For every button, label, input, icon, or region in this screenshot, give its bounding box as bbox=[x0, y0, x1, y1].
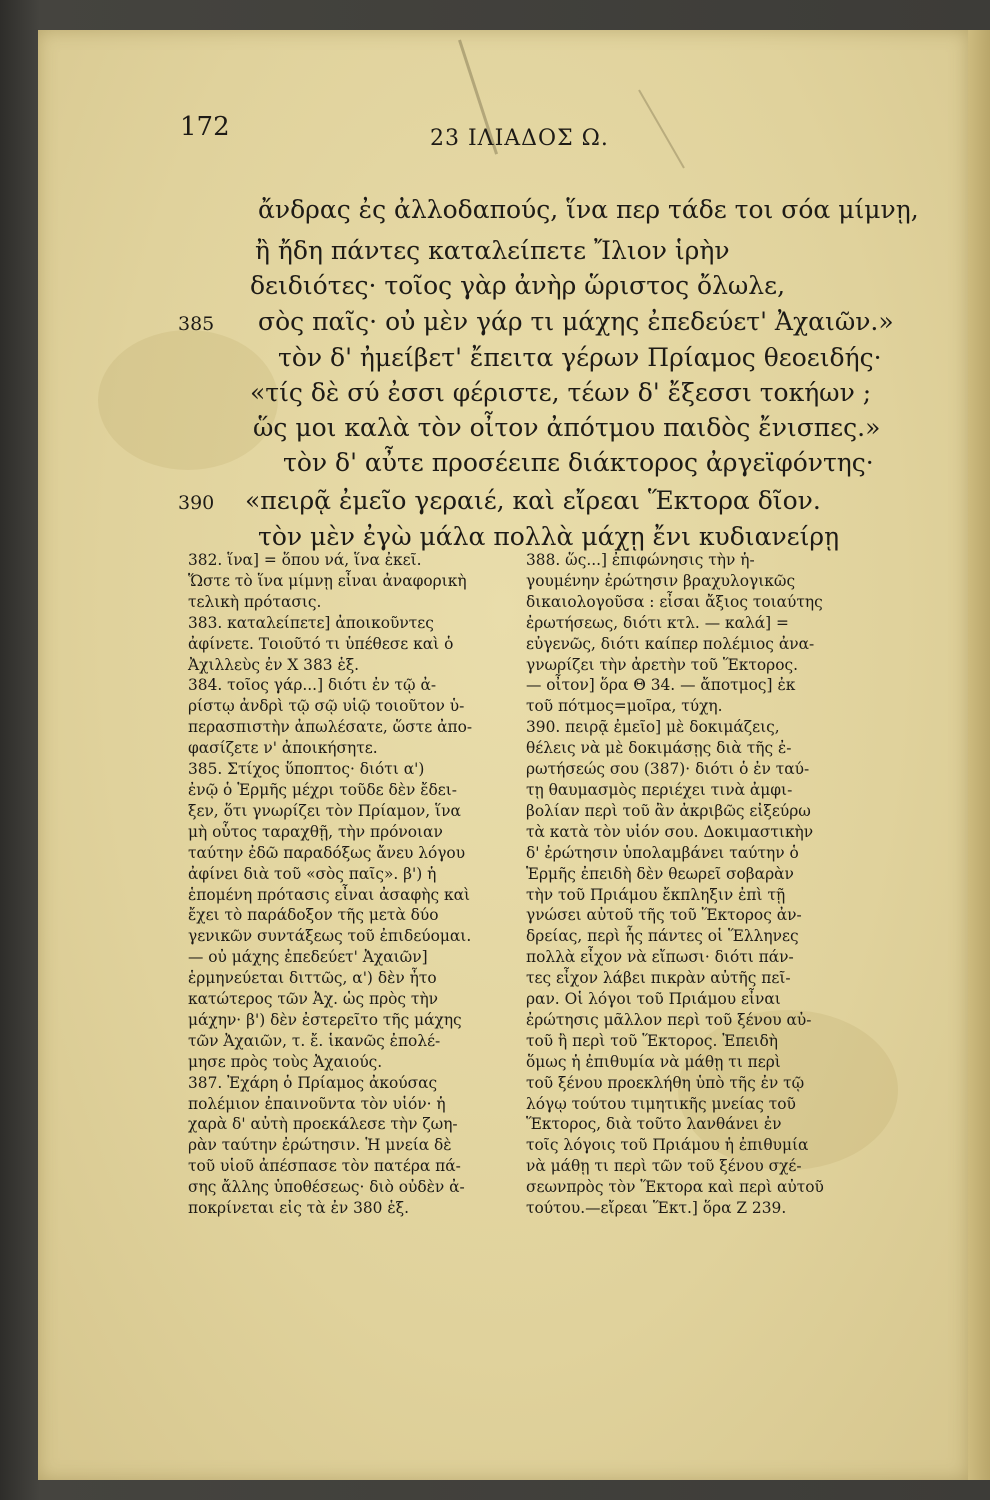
paper-crease bbox=[638, 90, 685, 169]
running-head: 23 ΙΛΙΑΔΟΣ Ω. bbox=[430, 126, 609, 151]
commentary-line: περασπιστὴν ἀπωλέσατε, ὥστε ἀπο- bbox=[188, 718, 473, 737]
verse-number: 390 bbox=[178, 492, 215, 514]
commentary-line: λόγῳ τούτου τιμητικῆς μνείας τοῦ bbox=[526, 1094, 796, 1113]
commentary-line: τελικὴ πρότασις. bbox=[188, 592, 322, 611]
commentary-line: ἑπομένη πρότασις εἶναι ἀσαφὴς καὶ bbox=[188, 885, 471, 904]
commentary-line: 382. ἵνα] = ὅπου νά, ἵνα ἐκεῖ. bbox=[188, 551, 422, 569]
commentary-line: σεωνπρὸς τὸν Ἕκτορα καὶ περὶ αὐτοῦ bbox=[526, 1178, 824, 1197]
commentary-column-left bbox=[188, 550, 518, 1219]
commentary-line: Ὥστε τὸ ἵνα μίμνῃ εἶναι ἀναφορικὴ bbox=[188, 571, 467, 590]
commentary-line: κατώτερος τῶν Ἀχ. ὡς πρὸς τὴν bbox=[188, 990, 439, 1009]
commentary-line: 385. Στίχος ὕποπτος· διότι α') bbox=[188, 760, 425, 779]
commentary-line: γενικῶν συντάξεως τοῦ ἐπιδεύομαι. bbox=[188, 927, 472, 946]
commentary-line: — οὐ μάχης ἐπεδεύετ' Ἀχαιῶν] bbox=[188, 948, 428, 967]
commentary-line: χαρὰ δ' αὐτὴ προεκάλεσε τὴν ζωη- bbox=[188, 1115, 458, 1134]
commentary-line: βολίαν περὶ τοῦ ἂν ἀκριβῶς εἰξεύρω bbox=[526, 801, 811, 820]
commentary-line: μησε πρὸς τοὺς Ἀχαιούς. bbox=[188, 1052, 383, 1071]
commentary-line: Ἑρμῆς ἐπειδὴ δὲν θεωρεῖ σοβαρὰν bbox=[526, 864, 794, 883]
commentary-line: 388. ὥς...] ἐπιφώνησις τὴν ἡ- bbox=[526, 551, 755, 569]
verse-line: ἄνδρας ἐς ἀλλοδαπούς, ἵνα περ τάδε τοι σόα μίμνῃ, bbox=[258, 195, 919, 224]
commentary-line: — οἶτον] ὅρα Θ 34. — ἄποτμος] ἐκ bbox=[526, 676, 796, 695]
commentary-line: ταύτην ἐδῶ παραδόξως ἄνευ λόγου bbox=[188, 843, 466, 862]
commentary-line: δ' ἐρώτησιν ὑπολαμβάνει ταύτην ὁ bbox=[526, 843, 799, 862]
commentary-line: σης ἄλλης ὑποθέσεως· διὸ οὐδὲν ἀ- bbox=[188, 1178, 465, 1197]
commentary-line: ἀφίνετε. Τοιοῦτό τι ὑπέθεσε καὶ ὁ bbox=[188, 634, 454, 653]
commentary-line: ραν. Οἱ λόγοι τοῦ Πριάμου εἶναι bbox=[526, 990, 781, 1009]
commentary-line: Ἕκτορος, διὰ τοῦτο λανθάνει ἐν bbox=[526, 1115, 782, 1134]
commentary-line: γουμένην ἐρώτησιν βραχυλογικῶς bbox=[526, 571, 796, 590]
commentary-line: Ἀχιλλεὺς ἐν Χ 383 ἑξ. bbox=[188, 655, 360, 674]
commentary-line: ἀφίνει διὰ τοῦ «σὸς παῖς». β') ἡ bbox=[188, 864, 437, 883]
commentary-line: νὰ μάθῃ τι περὶ τῶν τοῦ ξένου σχέ- bbox=[526, 1157, 802, 1176]
verse-number: 385 bbox=[178, 313, 215, 335]
commentary-line: τῶν Ἀχαιῶν, τ. ἔ. ἱκανῶς ἐπολέ- bbox=[188, 1031, 441, 1050]
commentary-line: ἐρώτησις μᾶλλον περὶ τοῦ ξένου αὐ- bbox=[526, 1010, 812, 1029]
commentary-column-right bbox=[526, 550, 871, 1219]
commentary-line: ξεν, ὅτι γνωρίζει τὸν Πρίαμον, ἵνα bbox=[188, 801, 461, 820]
commentary-line: δικαιολογοῦσα : εἶσαι ἄξιος τοιαύτης bbox=[526, 592, 823, 611]
commentary-line: πολλὰ εἶχον νὰ εἴπωσι· διότι πάν- bbox=[526, 948, 794, 967]
commentary-line: μὴ οὗτος ταραχθῇ, τὴν πρόνοιαν bbox=[188, 822, 443, 841]
commentary-line: τοῖς λόγοις τοῦ Πριάμου ἡ ἐπιθυμία bbox=[526, 1136, 809, 1155]
commentary-line: ρίστῳ ἀνδρὶ τῷ σῷ υἱῷ τοιοῦτον ὑ- bbox=[188, 697, 465, 716]
commentary-line: τὰ κατὰ τὸν υἱόν σου. Δοκιμαστικὴν bbox=[526, 822, 814, 841]
commentary-line: γνωρίζει τὴν ἀρετὴν τοῦ Ἕκτορος. bbox=[526, 655, 798, 674]
commentary-line: 390. πειρᾷ ἐμεῖο] μὲ δοκιμάζεις, bbox=[526, 718, 780, 737]
commentary-line: τοῦ ξένου προεκλήθη ὑπὸ τῆς ἐν τῷ bbox=[526, 1073, 805, 1092]
commentary-line: μάχην· β') δὲν ἐστερεῖτο τῆς μάχης bbox=[188, 1010, 462, 1029]
verse-line: τὸν δ' αὖτε προσέειπε διάκτορος ἀργεϊφόντης· bbox=[283, 448, 874, 477]
commentary-line: θέλεις νὰ μὲ δοκιμάσῃς διὰ τῆς ἐ- bbox=[526, 739, 792, 758]
commentary-line: τες εἶχον λάβει πικρὰν αὐτῆς πεῖ- bbox=[526, 969, 791, 988]
commentary-line: τοῦ ἢ περὶ τοῦ Ἕκτορος. Ἐπειδὴ bbox=[526, 1031, 779, 1050]
commentary-line: ἔχει τὸ παράδοξον τῆς μετὰ δύο bbox=[188, 906, 439, 925]
commentary-line: τὴν τοῦ Πριάμου ἔκπληξιν ἐπὶ τῇ bbox=[526, 885, 786, 904]
verse-line: σὸς παῖς· οὐ μὲν γάρ τι μάχης ἐπεδεύετ' Ἀχαιῶν.» bbox=[258, 307, 894, 336]
verse-line: τὸν μὲν ἐγὼ μάλα πολλὰ μάχῃ ἔνι κυδιανείρῃ bbox=[258, 522, 840, 551]
commentary-line: ποκρίνεται εἰς τὰ ἐν 380 ἑξ. bbox=[188, 1199, 409, 1218]
commentary-line: ἑρμηνεύεται διττῶς, α') δὲν ἦτο bbox=[188, 969, 437, 988]
commentary-line: 383. καταλείπετε] ἀποικοῦντες bbox=[188, 613, 434, 632]
commentary-line: ἐρωτήσεως, διότι κτλ. — καλά] = bbox=[526, 613, 789, 632]
verse-line: ἢ ἤδη πάντες καταλείπετε Ἴλιον ἱρὴν bbox=[255, 236, 730, 265]
commentary-line: ὅμως ἡ ἐπιθυμία νὰ μάθῃ τι περὶ bbox=[526, 1052, 781, 1071]
commentary-line: γνώσει αὐτοῦ τῆς τοῦ Ἕκτορος ἀν- bbox=[526, 906, 802, 925]
verse-line: δειδιότες· τοῖος γὰρ ἀνὴρ ὥριστος ὄλωλε, bbox=[250, 271, 786, 300]
commentary-line: 384. τοῖος γάρ...] διότι ἐν τῷ ἀ- bbox=[188, 676, 437, 695]
page-number: 172 bbox=[180, 112, 230, 142]
commentary-line: τοῦ πότμος=μοῖρα, τύχη. bbox=[526, 697, 723, 716]
commentary-line: ρωτήσεώς σου (387)· διότι ὁ ἐν ταύ- bbox=[526, 760, 810, 779]
commentary-line: ρὰν ταύτην ἐρώτησιν. Ἡ μνεία δὲ bbox=[188, 1136, 452, 1155]
page-edge bbox=[968, 30, 990, 1480]
commentary-line: ἐνῷ ὁ Ἑρμῆς μέχρι τοῦδε δὲν ἔδει- bbox=[188, 780, 457, 799]
commentary-line: τῃ θαυμασμὸς περιέχει τινὰ ἀμφι- bbox=[526, 780, 793, 799]
verse-line: «τίς δὲ σύ ἐσσι φέριστε, τέων δ' ἔξεσσι τοκήων ; bbox=[250, 378, 872, 407]
verse-line: τὸν δ' ἠμείβετ' ἔπειτα γέρων Πρίαμος θεοειδής· bbox=[278, 343, 882, 372]
commentary-line: τοῦ υἱοῦ ἀπέσπασε τὸν πατέρα πά- bbox=[188, 1157, 461, 1176]
commentary-line: τούτου.—εἴρεαι Ἕκτ.] ὅρα Ζ 239. bbox=[526, 1199, 787, 1218]
commentary-line: δρείας, περὶ ἧς πάντες οἱ Ἕλληνες bbox=[526, 927, 799, 946]
commentary-line: εὐγενῶς, διότι καίπερ πολέμιος ἀνα- bbox=[526, 634, 815, 653]
commentary-line: πολέμιον ἐπαινοῦντα τὸν υἱόν· ἡ bbox=[188, 1094, 446, 1113]
commentary-line: 387. Ἐχάρη ὁ Πρίαμος ἀκούσας bbox=[188, 1073, 438, 1092]
verse-line: «πειρᾷ ἐμεῖο γεραιέ, καὶ εἴρεαι Ἕκτορα δῖον. bbox=[245, 486, 821, 515]
verse-line: ὥς μοι καλὰ τὸν οἶτον ἀπότμου παιδὸς ἔνισπες.» bbox=[253, 413, 881, 442]
commentary-line: φασίζετε ν' ἀποικήσητε. bbox=[188, 739, 378, 758]
